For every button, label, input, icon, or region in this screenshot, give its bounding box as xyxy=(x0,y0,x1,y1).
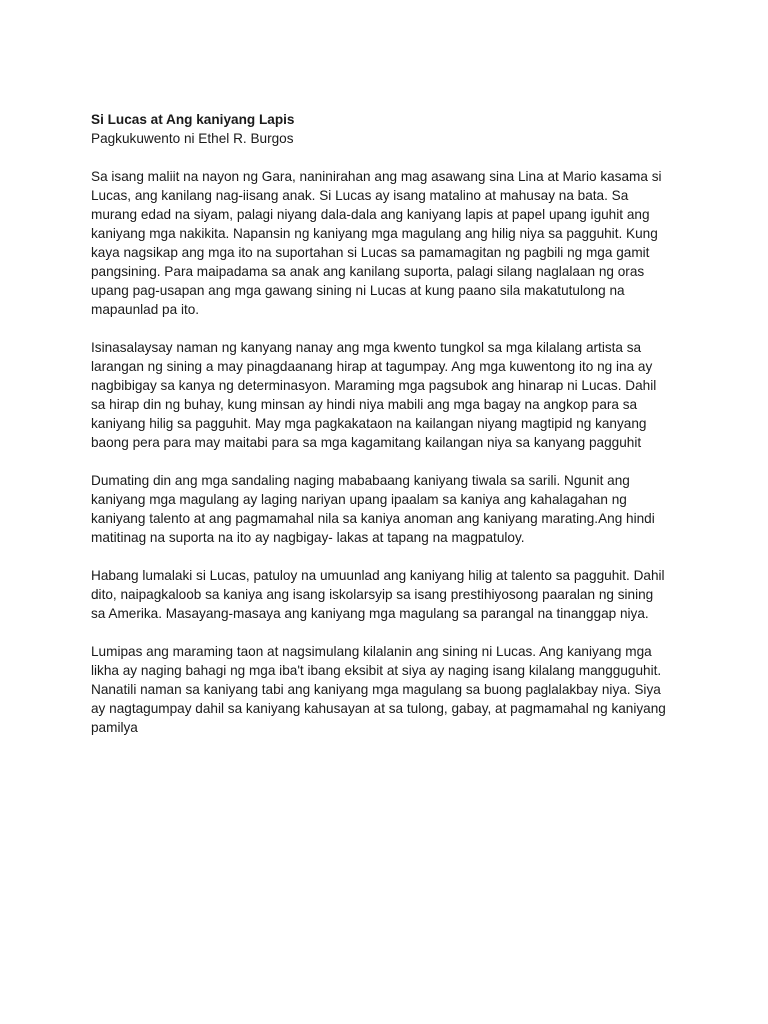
document-body xyxy=(91,110,681,756)
author-line: Pagkukuwento ni Ethel R. Burgos xyxy=(91,131,294,146)
paragraph-1: Sa isang maliit na nayon ng Gara, naninirahan ang mag asawang sina Lina at Mario kasama si Lucas, ang kanilang nag-iisang anak. Si Lucas ay isang matalino at mahusay na bata. Sa murang edad na siyam, palagi niyang dala-dala ang kaniyang lapis at papel upang iguhit ang kaniyang mga nakikita. Napansin ng kaniyang mga magulang ang hilig niya sa pagguhit. Kung kaya nagsikap ang mga ito na suportahan si Lucas sa pamamagitan ng pagbili ng mga gamit pangsining. Para maipadama sa anak ang kanilang suporta, palagi silang naglalaan ng oras upang pag-usapan ang mga gawang sining ni Lucas at kung paano sila makatutulong na mapaunlad pa ito. xyxy=(91,169,662,317)
paragraph-4: Habang lumalaki si Lucas, patuloy na umuunlad ang kaniyang hilig at talento sa pagguhit. Dahil dito, naipagkaloob sa kaniya ang isang iskolarsyip sa isang prestihiyosong paaralan ng sining sa Amerika. Masayang-masaya ang kaniyang mga magulang sa parangal na tinanggap niya. xyxy=(91,568,665,621)
paragraph-2: Isinasalaysay naman ng kanyang nanay ang mga kwento tungkol sa mga kilalang artista sa larangan ng sining a may pinagdaanang hirap at tagumpay. Ang mga kuwentong ito ng ina ay nagbibigay sa kanya ng determinasyon. Maraming mga pagsubok ang hinarap ni Lucas. Dahil sa hirap din ng buhay, kung minsan ay hindi niya mabili ang mga bagay na angkop para sa kaniyang hilig sa pagguhit. May mga pagkakataon na kailangan niyang magtipid ng kanyang baong pera para may maitabi para sa mga kagamitang kailangan niya sa kanyang pagguhit xyxy=(91,340,657,450)
story-title: Si Lucas at Ang kaniyang Lapis xyxy=(91,112,295,127)
paragraph-5: Lumipas ang maraming taon at nagsimulang kilalanin ang sining ni Lucas. Ang kaniyang mga likha ay naging bahagi ng mga iba't ibang eksibit at siya ay naging isang kilalang mangguguhit. Nanatili naman sa kaniyang tabi ang kaniyang mga magulang sa buong paglalakbay niya. Siya ay nagtagumpay dahil sa kaniyang kahusayan at sa tulong, gabay, at pagmamahal ng kaniyang pamilya xyxy=(91,644,666,735)
paragraph-3: Dumating din ang mga sandaling naging mababaang kaniyang tiwala sa sarili. Ngunit ang kaniyang mga magulang ay laging nariyan upang ipaalam sa kaniya ang kahalagahan ng kaniyang talento at ang pagmamahal nila sa kaniya anoman ang kaniyang marating.Ang hindi matitinag na suporta na ito ay nagbigay- lakas at tapang na magpatuloy. xyxy=(91,473,655,545)
